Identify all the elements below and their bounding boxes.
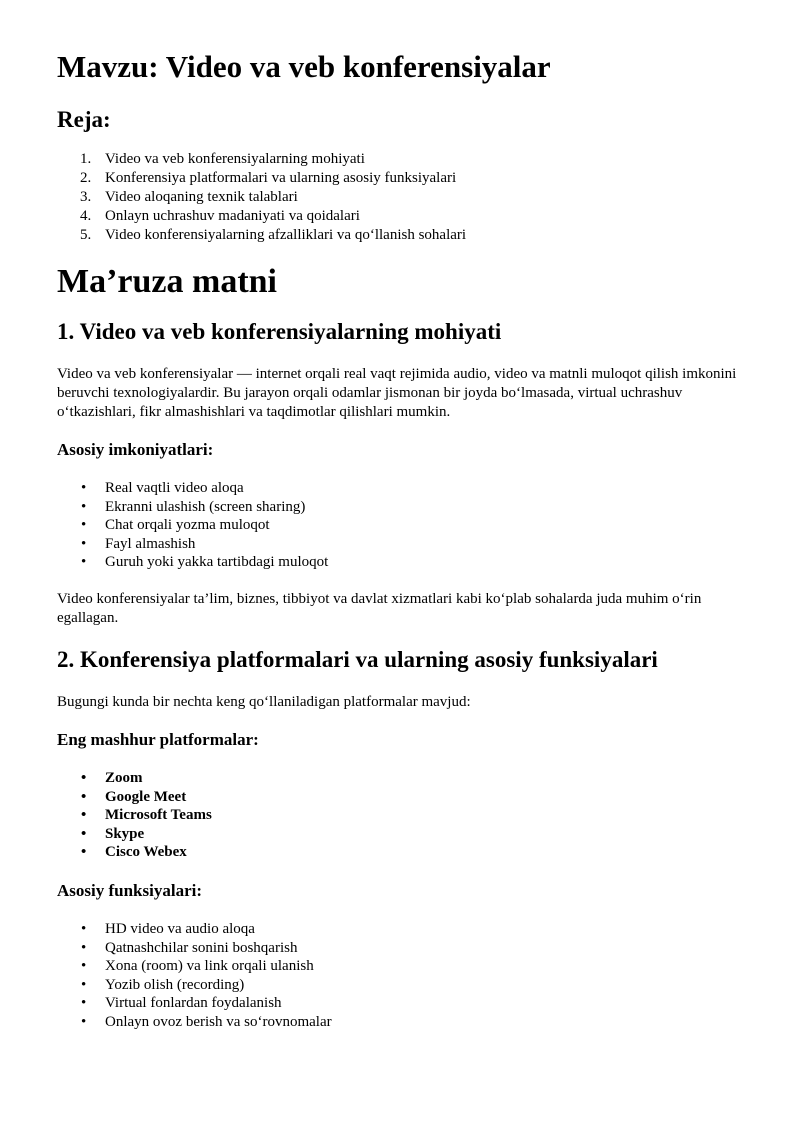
plan-item-text: Video aloqaning texnik talablari	[105, 189, 298, 205]
plan-item	[57, 207, 466, 226]
section-1-subheading: Asosiy imkoniyatlari:	[57, 440, 214, 459]
list-item: • Guruh yoki yakka tartibdagi muloqot	[57, 553, 328, 572]
plan-item-number: 2.	[80, 170, 92, 186]
list-item: • Fayl almashish	[57, 535, 328, 554]
plan-item-number: 3.	[80, 189, 92, 205]
section-2-heading: 2. Konferensiya platformalari va ularning asosiy funksiyalari	[57, 647, 658, 672]
function-item: • Qatnashchilar sonini boshqarish	[57, 939, 332, 958]
plan-item	[57, 226, 466, 245]
platform-item: • Google Meet	[57, 788, 212, 807]
section-2-intro: Bugungi kunda bir nechta keng qo‘llaniladigan platformalar mavjud:	[57, 694, 471, 710]
plan-item-number: 5.	[80, 227, 92, 243]
plan-item-text: Video konferensiyalarning afzalliklari va qo‘llanish sohalari	[105, 227, 467, 243]
plan-item	[57, 169, 466, 188]
plan-item-text: Video va veb konferensiyalarning mohiyati	[105, 151, 365, 167]
plan-list	[57, 150, 466, 245]
platforms-list	[57, 769, 212, 862]
function-item: • HD video va audio aloqa	[57, 920, 332, 939]
plan-item-text: Onlayn uchrashuv madaniyati va qoidalari	[105, 208, 360, 224]
lecture-heading: Ma’ruza matni	[57, 263, 278, 300]
platform-item: • Microsoft Teams	[57, 806, 212, 825]
plan-item	[57, 150, 466, 169]
plan-item-number: 1.	[80, 151, 92, 167]
capabilities-list	[57, 479, 328, 572]
platform-item: • Zoom	[57, 769, 212, 788]
section-1-closing: Video konferensiyalar ta’lim, biznes, tibbiyot va davlat xizmatlari kabi ko‘plab sohalarda juda muhim o‘rin egallagan.	[57, 591, 702, 626]
function-item: • Virtual fonlardan foydalanish	[57, 994, 332, 1013]
document-title: Mavzu: Video va veb konferensiyalar	[57, 49, 551, 84]
section-1-heading: 1. Video va veb konferensiyalarning mohiyati	[57, 319, 502, 344]
plan-heading: Reja:	[57, 107, 111, 132]
functions-list	[57, 920, 332, 1031]
list-item: • Real vaqtli video aloqa	[57, 479, 328, 498]
functions-heading: Asosiy funksiyalari:	[57, 881, 202, 900]
function-item: • Xona (room) va link orqali ulanish	[57, 957, 332, 976]
platforms-heading: Eng mashhur platformalar:	[57, 730, 259, 749]
platform-item: • Cisco Webex	[57, 843, 212, 862]
list-item: • Ekranni ulashish (screen sharing)	[57, 498, 328, 517]
section-1-paragraph: Video va veb konferensiyalar — internet orqali real vaqt rejimida audio, video va matnli muloqot qilish imkonini beruvchi texnologiyalardir. Bu jarayon orqali odamlar jismonan bir joyda bo‘lmasada, virtual uchrashuv o‘tkazishlari, fikr almashishlari va taqdimotlar qilishlari mumkin.	[57, 366, 737, 420]
function-item: • Onlayn ovoz berish va so‘rovnomalar	[57, 1013, 332, 1032]
platform-item: • Skype	[57, 825, 212, 844]
plan-item-number: 4.	[80, 208, 92, 224]
list-item: • Chat orqali yozma muloqot	[57, 516, 328, 535]
plan-item-text: Konferensiya platformalari va ularning asosiy funksiyalari	[105, 170, 457, 186]
plan-item	[57, 188, 466, 207]
function-item: • Yozib olish (recording)	[57, 976, 332, 995]
